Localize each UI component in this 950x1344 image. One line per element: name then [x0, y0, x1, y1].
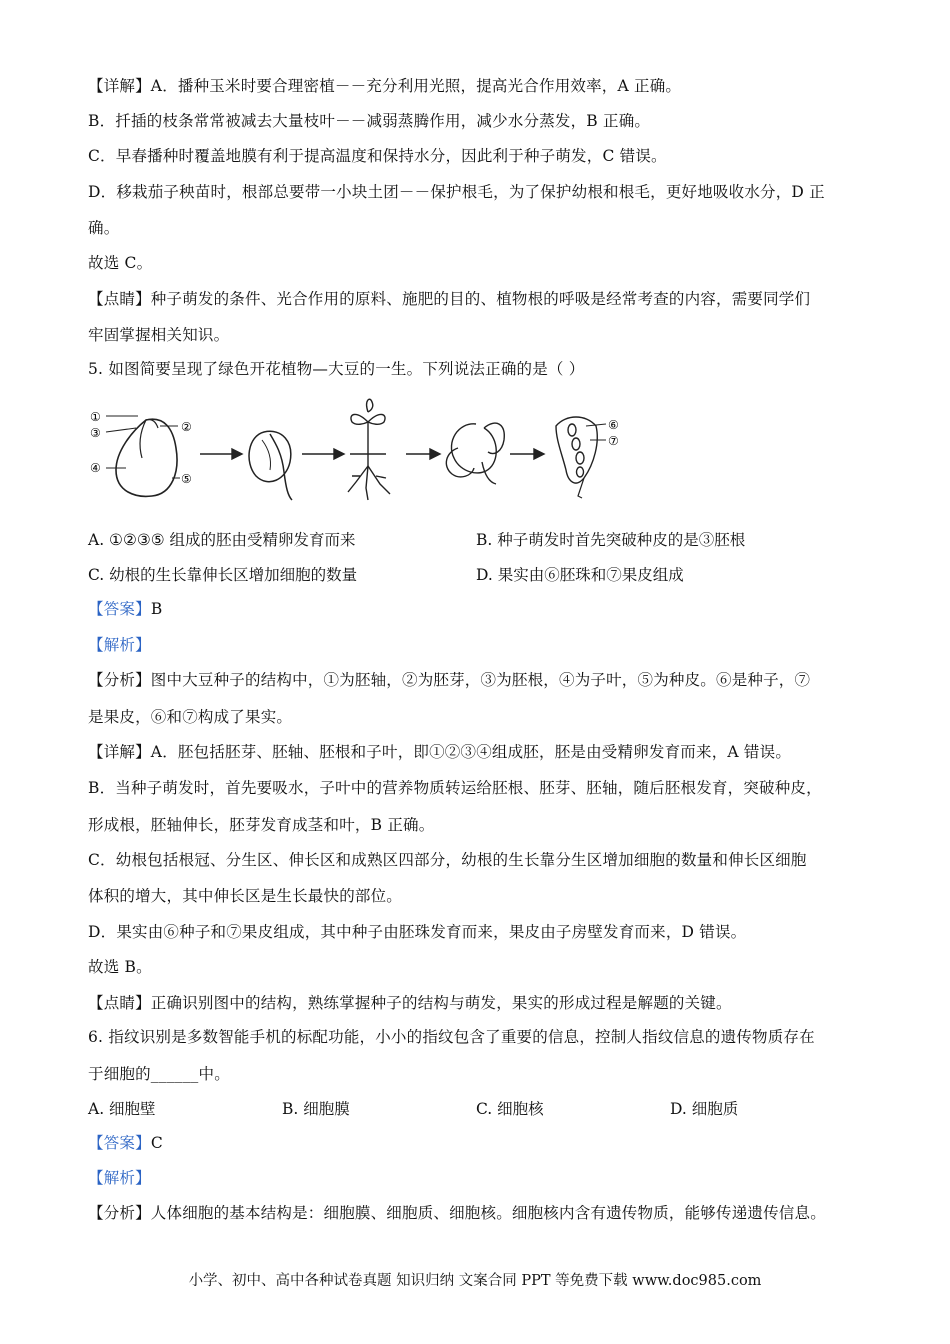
label-5: ⑤ — [181, 472, 192, 486]
detail-line-c: C．早春播种时覆盖地膜有利于提高温度和保持水分，因此利于种子萌发，C 错误。 — [88, 147, 667, 165]
q5-option-d[interactable]: D. 果实由⑥胚珠和⑦果皮组成 — [476, 566, 684, 584]
tip-line: 【点睛】种子萌发的条件、光合作用的原料、施肥的目的、植物根的呼吸是经常考查的内容，需要同学们 — [88, 290, 811, 308]
q5-selection: 故选 B。 — [88, 958, 152, 976]
label-1: ① — [90, 410, 101, 424]
answer-value: C — [150, 1134, 163, 1152]
q5-tip: 【点睛】正确识别图中的结构，熟练掌握种子的结构与萌发，果实的形成过程是解题的关键。 — [88, 994, 732, 1012]
q6-option-a[interactable]: A. 细胞壁 — [88, 1100, 156, 1118]
label-3: ③ — [90, 426, 101, 440]
answer-value: B — [150, 600, 163, 618]
label-7: ⑦ — [608, 434, 619, 448]
q5-detail-b: B．当种子萌发时，首先要吸水，子叶中的营养物质转运给胚根、胚芽、胚轴，随后胚根发育，突破种皮， — [88, 779, 822, 797]
q5-detail-a: 【详解】A．胚包括胚芽、胚轴、胚根和子叶，即①②③④组成胚，胚是由受精卵发育而来，A 错误。 — [88, 743, 792, 761]
q6-stem-2: 于细胞的______中。 — [88, 1065, 230, 1083]
q5-detail-b-cont: 形成根，胚轴伸长，胚芽发育成茎和叶，B 正确。 — [88, 816, 435, 834]
selection-line: 故选 C。 — [88, 254, 153, 272]
label-2: ② — [181, 420, 192, 434]
q6-option-b[interactable]: B. 细胞膜 — [282, 1100, 350, 1118]
q6-stem-1: 6. 指纹识别是多数智能手机的标配功能，小小的指纹包含了重要的信息，控制人指纹信息的遗传物质存在 — [88, 1028, 815, 1046]
seed-diagram — [106, 416, 180, 496]
q6-analysis-label: 【解析】 — [88, 1169, 151, 1187]
detail-line-a: 【详解】A．播种玉米时要合理密植－－充分利用光照，提高光合作用效率，A 正确。 — [88, 77, 682, 95]
q5-detail-c-cont: 体积的增大，其中伸长区是生长最快的部位。 — [88, 887, 403, 905]
detail-line-b: B．扦插的枝条常常被减去大量枝叶－－减弱蒸腾作用，减少水分蒸发，B 正确。 — [88, 112, 651, 130]
q5-analysis-label: 【解析】 — [88, 636, 151, 654]
q5-stem: 5. 如图简要呈现了绿色开花植物—大豆的一生。下列说法正确的是（ ） — [88, 360, 585, 378]
pod-drawing — [556, 417, 606, 498]
detail-line-d: D．移栽茄子秧苗时，根部总要带一小块土团－－保护根毛，为了保护幼根和根毛，更好地吸收水分，D 正 — [88, 183, 825, 201]
q5-answer — [88, 598, 880, 620]
q6-analysis-line-1: 【分析】人体细胞的基本结构是：细胞膜、细胞质、细胞核。细胞核内含有遗传物质，能够传递遗传信息。 — [88, 1204, 826, 1222]
q6-option-c[interactable]: C. 细胞核 — [476, 1100, 544, 1118]
q6-answer — [88, 1132, 880, 1154]
answer-label: 【答案】 — [88, 1134, 151, 1152]
q5-detail-d: D．果实由⑥种子和⑦果皮组成，其中种子由胚珠发育而来，果皮由子房壁发育而来，D 错误。 — [88, 923, 747, 941]
flower-drawing — [446, 423, 504, 484]
q5-option-b[interactable]: B. 种子萌发时首先突破种皮的是③胚根 — [476, 531, 746, 549]
detail-line-d-cont: 确。 — [88, 219, 120, 237]
label-6: ⑥ — [608, 418, 619, 432]
soybean-lifecycle-figure — [86, 392, 626, 504]
seedling-drawing — [348, 399, 390, 500]
q5-analysis-line-2: 是果皮，⑥和⑦构成了果实。 — [88, 708, 293, 726]
q5-option-a[interactable]: A. ①②③⑤ 组成的胚由受精卵发育而来 — [88, 531, 356, 549]
q5-option-c[interactable]: C. 幼根的生长靠伸长区增加细胞的数量 — [88, 566, 358, 584]
q6-option-d[interactable]: D. 细胞质 — [670, 1100, 739, 1118]
answer-label: 【答案】 — [88, 600, 151, 618]
germinating-seed-drawing — [249, 431, 292, 500]
q5-analysis-line-1: 【分析】图中大豆种子的结构中，①为胚轴，②为胚芽，③为胚根，④为子叶，⑤为种皮。⑥是种子，⑦ — [88, 671, 811, 689]
page-footer: 小学、初中、高中各种试卷真题 知识归纳 文案合同 PPT 等免费下载 www.doc985.com — [188, 1273, 762, 1289]
tip-line-cont: 牢固掌握相关知识。 — [88, 326, 230, 344]
label-4: ④ — [90, 461, 101, 475]
q5-detail-c: C．幼根包括根冠、分生区、伸长区和成熟区四部分，幼根的生长靠分生区增加细胞的数量和伸长区细胞 — [88, 851, 807, 869]
